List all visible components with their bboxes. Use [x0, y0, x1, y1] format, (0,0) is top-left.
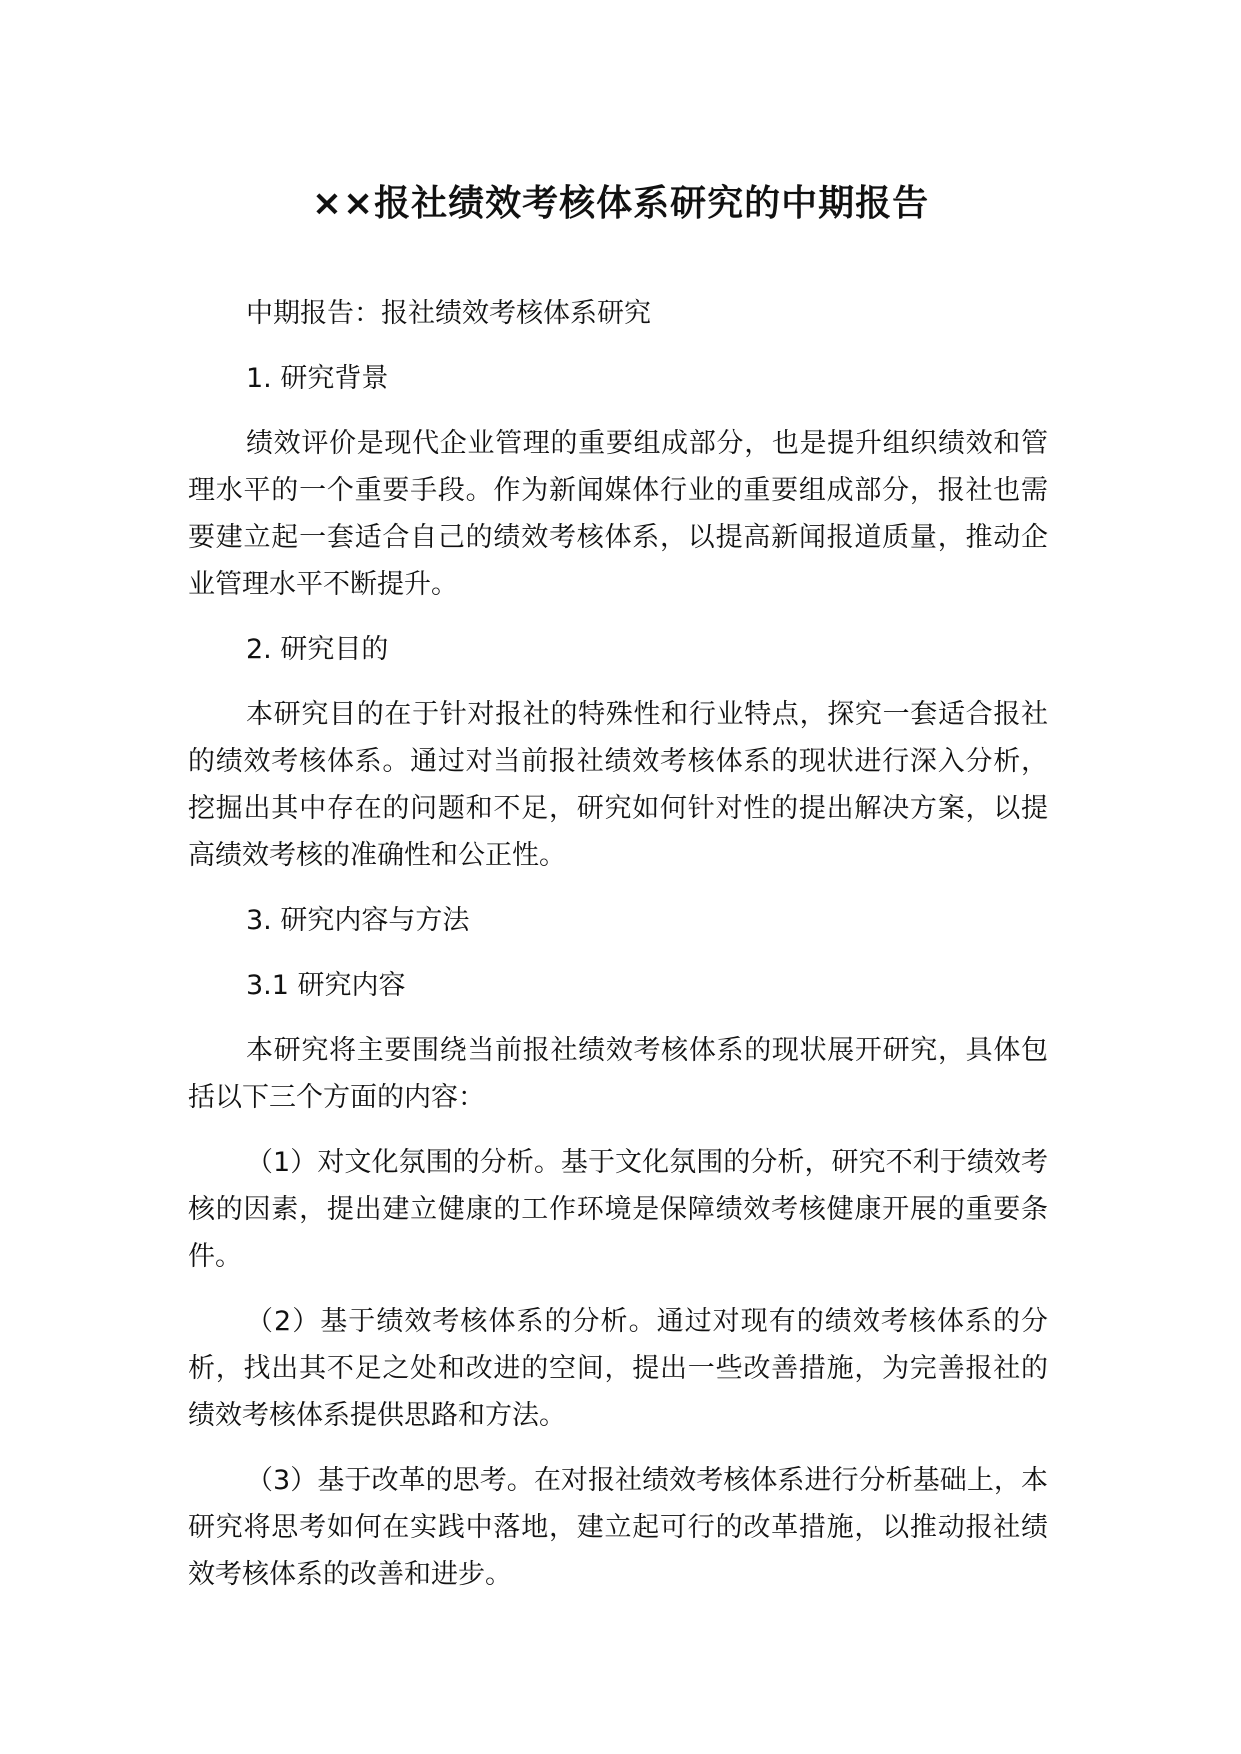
- paragraph-purpose: 本研究目的在于针对报社的特殊性和行业特点，探究一套适合报社的绩效考核体系。通过对当前报社绩效考核体系的现状进行深入分析，挖掘出其中存在的问题和不足，研究如何针对性的提出解决方案，以提高绩效考核的准确性和公正性。: [188, 699, 1048, 871]
- document-title: ××报社绩效考核体系研究的中期报告: [311, 183, 930, 224]
- section-heading-purpose: 2. 研究目的: [246, 634, 389, 665]
- list-item-culture: （1）对文化氛围的分析。基于文化氛围的分析，研究不利于绩效考核的因素，提出建立健康的工作环境是保障绩效考核健康开展的重要条件。: [188, 1147, 1048, 1272]
- paragraph-background: 绩效评价是现代企业管理的重要组成部分，也是提升组织绩效和管理水平的一个重要手段。作为新闻媒体行业的重要组成部分，报社也需要建立起一套适合自己的绩效考核体系，以提高新闻报道质量，推动企业管理水平不断提升。: [188, 428, 1048, 600]
- list-item-reform: （3）基于改革的思考。在对报社绩效考核体系进行分析基础上，本研究将思考如何在实践中落地，建立起可行的改革措施，以推动报社绩效考核体系的改善和进步。: [188, 1465, 1048, 1590]
- section-heading-content-method: 3. 研究内容与方法: [246, 905, 470, 936]
- list-item-system: （2）基于绩效考核体系的分析。通过对现有的绩效考核体系的分析，找出其不足之处和改进的空间，提出一些改善措施，为完善报社的绩效考核体系提供思路和方法。: [188, 1306, 1048, 1431]
- report-subtitle: 中期报告：报社绩效考核体系研究: [246, 298, 651, 329]
- paragraph-content-intro: 本研究将主要围绕当前报社绩效考核体系的现状展开研究，具体包括以下三个方面的内容：: [188, 1035, 1048, 1113]
- document-body: [188, 290, 1048, 1616]
- subsection-heading-content: 3.1 研究内容: [246, 970, 406, 1001]
- section-heading-background: 1. 研究背景: [246, 363, 389, 394]
